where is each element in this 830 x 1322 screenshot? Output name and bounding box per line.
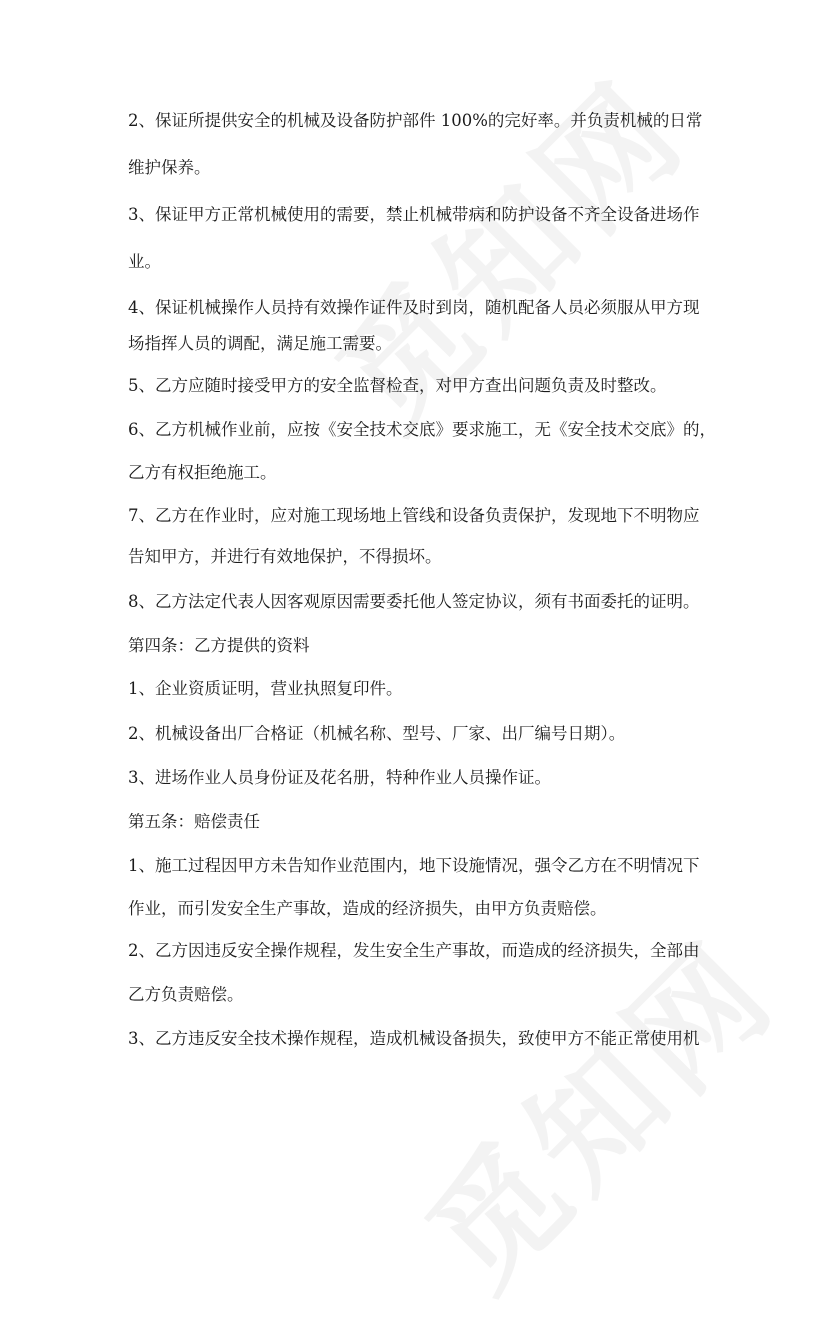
paragraph-line: 乙方有权拒绝施工。 [128,463,277,482]
paragraph-line: 5、乙方应随时接受甲方的安全监督检查，对甲方查出问题负责及时整改。 [128,376,667,395]
paragraph-line: 2、机械设备出厂合格证（机械名称、型号、厂家、出厂编号日期）。 [128,724,626,743]
paragraph-line: 维护保养。 [128,158,211,177]
paragraph-line: 1、企业资质证明，营业执照复印件。 [128,679,403,698]
paragraph-line: 告知甲方，并进行有效地保护，不得损坏。 [128,547,442,566]
paragraph-line: 乙方负责赔偿。 [128,985,244,1004]
paragraph-line: 业。 [128,252,161,271]
paragraph-line: 7、乙方在作业时，应对施工现场地上管线和设备负责保护，发现地下不明物应 [128,506,700,525]
paragraph-line: 2、乙方因违反安全操作规程，发生安全生产事故，而造成的经济损失，全部由 [128,941,700,960]
section-heading: 第四条：乙方提供的资料 [128,636,310,655]
paragraph-line: 4、保证机械操作人员持有效操作证件及时到岗，随机配备人员必须服从甲方现 [128,298,700,317]
section-heading: 第五条：赔偿责任 [128,812,260,831]
paragraph-line: 3、保证甲方正常机械使用的需要，禁止机械带病和防护设备不齐全设备进场作 [128,205,700,224]
paragraph-line: 2、保证所提供安全的机械及设备防护部件 100%的完好率。并负责机械的日常 [128,111,703,130]
paragraph-line: 作业，而引发安全生产事故，造成的经济损失，由甲方负责赔偿。 [128,899,607,918]
paragraph-line: 6、乙方机械作业前，应按《安全技术交底》要求施工，无《安全技术交底》的， [128,420,716,439]
paragraph-line: 场指挥人员的调配，满足施工需要。 [128,334,392,353]
paragraph-line: 1、施工过程因甲方未告知作业范围内，地下设施情况，强令乙方在不明情况下 [128,856,700,875]
watermark [290,33,719,462]
paragraph-line: 3、乙方违反安全技术操作规程，造成机械设备损失，致使甲方不能正常使用机 [128,1029,700,1048]
paragraph-line: 3、进场作业人员身份证及花名册，特种作业人员操作证。 [128,768,551,787]
paragraph-line: 8、乙方法定代表人因客观原因需要委托他人签定协议，须有书面委托的证明。 [128,592,700,611]
